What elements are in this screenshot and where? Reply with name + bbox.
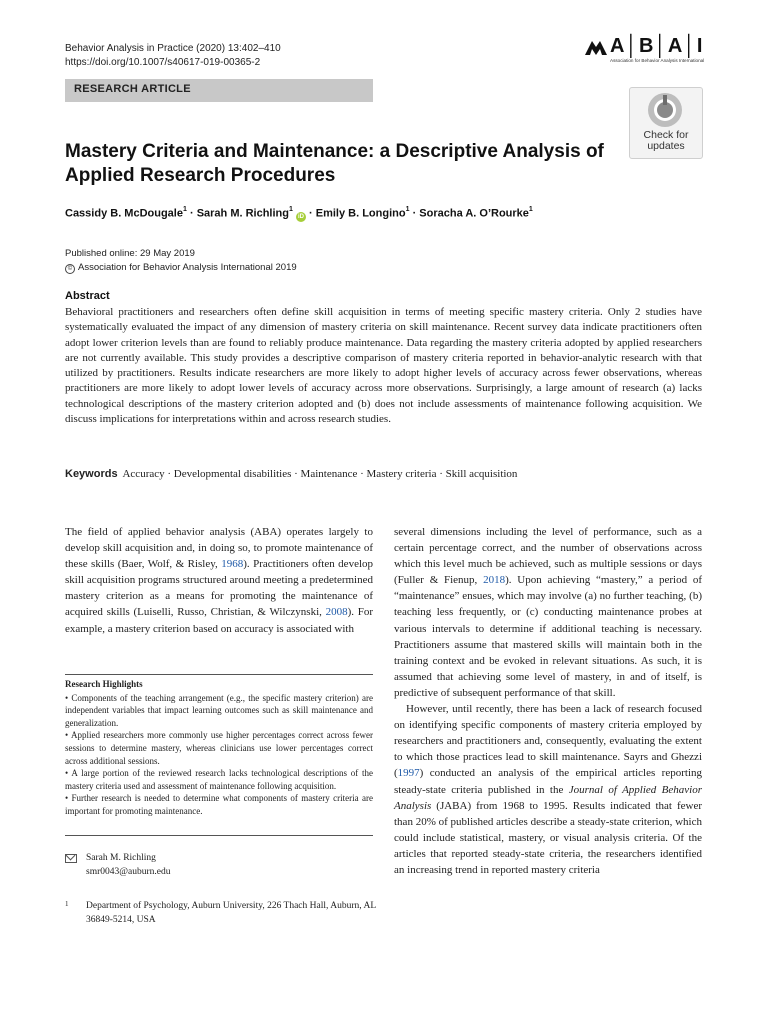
- abai-logo: [585, 35, 705, 68]
- paragraph: [394, 524, 702, 701]
- abai-subtitle: Association for Behavior Analysis International: [610, 58, 705, 63]
- author-affiliation-mark: 1: [182, 206, 187, 213]
- research-highlights: [65, 678, 373, 818]
- abstract-heading: Abstract: [65, 290, 110, 302]
- corresponding-author: Sarah M. Richling: [86, 853, 156, 863]
- citation-link[interactable]: 2008: [325, 606, 348, 619]
- copyright-text: Association for Behavior Analysis International 2019: [78, 262, 297, 273]
- affiliation-text: Department of Psychology, Auburn University, 226 Thach Hall, Auburn, AL 36849-5214, USA: [86, 901, 376, 925]
- check-updates-label: [630, 130, 702, 152]
- author-name[interactable]: Soracha A. O’Rourke: [419, 207, 529, 220]
- orcid-icon[interactable]: iD: [297, 213, 304, 220]
- highlight-item: • Applied researchers more commonly use higher percentages correct across fewer sessions to determine mastery, whereas clinicians use lower percentages correct across additional sessions.: [65, 730, 373, 766]
- correspondence-text: [86, 851, 170, 879]
- highlight-item: • A large portion of the reviewed research lacks technological descriptions of the mastery criteria used and assessment of maintenance following acquisition.: [65, 768, 373, 791]
- check-for-updates-badge[interactable]: [629, 87, 703, 159]
- author-separator: ·: [309, 207, 313, 220]
- paragraph: [394, 701, 702, 878]
- author-affiliation-mark: 1: [405, 206, 410, 213]
- abai-letters: A│B│A│I: [610, 35, 704, 57]
- text-run: (JABA) from 1968 to 1995. Results indicated that fewer than 20% of published articles describe a steady-state criterion, which could include statistical, mastery, or visual analysis criteria. Of the articles that reported steady-state criteria, the researchers identified an increasing trend in reported mastery criteria: [394, 799, 702, 876]
- highlight-item: • Further research is needed to determine what components of mastery criteria are important for promoting maintenance.: [65, 793, 373, 816]
- copyright-line: [65, 261, 297, 275]
- check-updates-line2: updates: [647, 140, 685, 152]
- article-type-label: RESEARCH ARTICLE: [74, 83, 191, 95]
- author-separator: ·: [412, 207, 417, 220]
- article-type-banner: [65, 79, 373, 102]
- journal-name: Journal of Applied Behavior Analysis: [394, 783, 702, 812]
- journal-line: Behavior Analysis in Practice (2020) 13:402–410: [65, 43, 281, 54]
- journal-citation: [65, 42, 281, 70]
- check-updates-line1: Check for: [643, 129, 689, 141]
- citation-link[interactable]: 1997: [397, 767, 420, 780]
- text-run: several dimensions including the level of performance, such as a certain percentage correct, and the number of observations across which this level much be achieved, such as multiple sessions or days (Fuller & Fienup,: [394, 526, 702, 587]
- text-run: ). For example, a mastery criterion based on accuracy is associated with: [65, 606, 373, 635]
- author-affiliation-mark: 1: [528, 206, 533, 213]
- highlights-bottom-rule: [65, 835, 373, 836]
- citation-link[interactable]: 2018: [483, 574, 506, 587]
- author-separator: ·: [189, 207, 194, 220]
- author-name[interactable]: Emily B. Longino: [315, 207, 406, 220]
- text-run: ). Practitioners often develop skill acquisition programs structured around meeting a predetermined mastery criterion as a means for promoting the maintenance of acquired skills (Luiselli, Russo, Christian, & Wilczynski,: [65, 558, 374, 619]
- check-updates-icon: [646, 91, 684, 129]
- keywords-label: Keywords: [65, 468, 118, 480]
- copyright-icon: ©: [65, 264, 75, 274]
- highlights-top-rule: [65, 674, 373, 675]
- body-right-column: [394, 524, 702, 878]
- abai-mark-icon: [585, 38, 607, 56]
- keywords-text: Accuracy · Developmental disabilities · Maintenance · Mastery criteria · Skill acquisition: [122, 468, 518, 480]
- affiliation-number: 1: [65, 900, 69, 908]
- published-date: Published online: 29 May 2019: [65, 248, 195, 259]
- corresponding-email[interactable]: smr0043@auburn.edu: [86, 867, 171, 877]
- author-affiliation-mark: 1: [288, 206, 293, 213]
- text-run: ). Upon achieving “mastery,” a period of “maintenance” ensues, which may involve (a) no further teaching, (b) teaching less frequently, or (c) conducting maintenance probes at various intervals to determine if additional teaching is necessary. Practitioners assume that mastered skills will maintain both in the training context and be evoked in relevant situations. As such, it is assumed that achieving some level of mastery, in and of itself, is predictive of subsequent performance of that skill.: [394, 574, 702, 699]
- body-left-column: [65, 524, 373, 637]
- doi-link[interactable]: https://doi.org/10.1007/s40617-019-00365-2: [65, 57, 261, 68]
- author-list: [65, 207, 533, 222]
- author-name[interactable]: Cassidy B. McDougale: [65, 207, 183, 220]
- paragraph: [65, 524, 373, 637]
- citation-link[interactable]: 1968: [221, 558, 244, 571]
- envelope-icon: [65, 854, 77, 863]
- abstract-text: Behavioral practitioners and researchers often define skill acquisition in terms of meeting specific mastery criteria. Only 2 studies have systematically evaluated the impact of any dimension of mastery criteria on skill maintenance. Recent survey data indicate practitioners often adopt lower criterion levels than are found to reliably produce maintenance. Data regarding the mastery criteria adopted by applied researchers are not currently available. This study provides a descriptive comparison of mastery criteria reported in behavior-analytic research with that utilized by practitioners. Results indicate researchers are more likely to adopt higher levels of accuracy across fewer observations, whereas practitioners are more likely to adopt lower levels of accuracy across more observations. Surprisingly, a large amount of research (a) lacks technological descriptions of the mastery criterion adopted and (b) does not include assessments of maintenance following acquisition. We discuss implications for interpretations within and across research studies.: [65, 306, 702, 426]
- article-title: Mastery Criteria and Maintenance: a Descriptive Analysis of Applied Research Procedures: [65, 141, 604, 186]
- text-run: The field of applied behavior analysis (ABA) operates largely to develop skill acquisition and, in doing so, to promote maintenance of these skills (Baer, Wolf, & Risley,: [65, 526, 373, 571]
- author-name[interactable]: Sarah M. Richling: [196, 207, 289, 220]
- publication-info: [65, 247, 297, 275]
- highlight-item: • Components of the teaching arrangement (e.g., the specific mastery criterion) are independent variables that impact learning outcomes such as skill maintenance and generalization.: [65, 692, 373, 728]
- keywords: [65, 468, 517, 480]
- text-run: However, until recently, there has been a lack of research focused on identifying specific components of mastery criteria employed by researchers and practitioners and, consequently, evaluating the extent to which those practices lead to skill maintenance. Sayrs and Ghezzi (: [394, 703, 702, 780]
- text-run: ) conducted an analysis of the empirical articles reporting steady-state criteria published in the: [394, 767, 702, 796]
- highlights-title: Research Highlights: [65, 679, 143, 689]
